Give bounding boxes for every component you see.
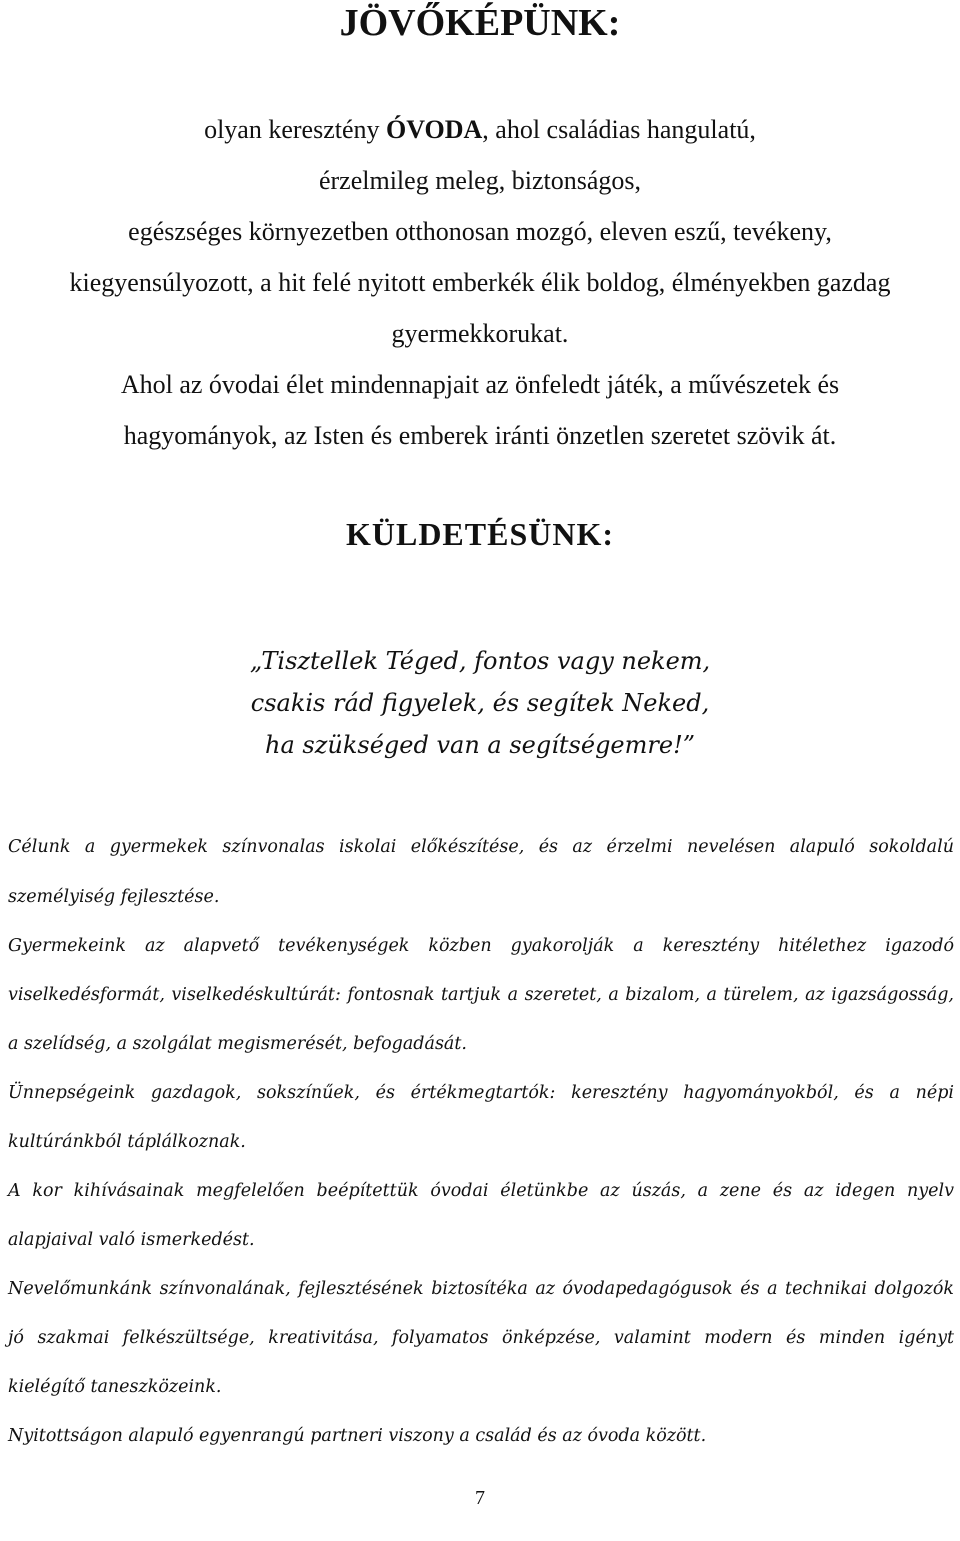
vision-line-6: Ahol az óvodai élet mindennapjait az önfeledt játék, a művészetek és xyxy=(120,370,840,399)
vision-line-3: egészséges környezetben otthonosan mozgó, eleven eszű, tevékeny, xyxy=(128,217,832,246)
vision-title: JÖVŐKÉPÜNK: xyxy=(339,2,621,44)
motto-line-2: csakis rád figyelek, és segítek Neked, xyxy=(250,689,710,717)
paragraph-partnership: Nyitottságon alapuló egyenrangú partneri viszony a család és az óvoda között. xyxy=(8,1426,707,1446)
paragraph-celebrations: Ünnepségeink gazdagok, sokszínűek, és értékmegtartók: keresztény hagyományokból, és a népi kultúránkból táplálkoznak. xyxy=(8,1083,954,1152)
motto-line-3: ha szükséged van a segítségemre!” xyxy=(265,731,695,759)
paragraph-staff: Nevelőmunkánk színvonalának, fejlesztésének biztosítéka az óvodapedagógusok és a technikai dolgozók jó szakmai felkészültsége, kreativitása, folyamatos önképzése, valamint modern és minden igényt kielégítő taneszközeink. xyxy=(8,1279,954,1397)
vision-line-5: gyermekkorukat. xyxy=(391,319,569,348)
paragraph-goals: Célunk a gyermekek színvonalas iskolai előkészítése, és az érzelmi nevelésen alapuló sokoldalú személyiség fejlesztése. xyxy=(8,837,954,907)
mission-title: KÜLDETÉSÜNK: xyxy=(345,516,615,552)
paragraph-behaviour: Gyermekeink az alapvető tevékenységek közben gyakorolják a keresztény hitélethez igazodó viselkedésformát, viselkedéskultúrát: fontosnak tartjuk a szeretet, a bizalom, a türelem, az igazságosság, a szelídség, a szolgálat megismerését, befogadását. xyxy=(8,936,954,1054)
vision-line-7: hagyományok, az Isten és emberek iránti önzetlen szeretet szövik át. xyxy=(123,421,837,450)
paragraph-challenges: A kor kihívásainak megfelelően beépítettük óvodai életünkbe az úszás, a zene és az idegen nyelv alapjaival való ismerkedést. xyxy=(8,1181,954,1250)
vision-line-1: olyan keresztény ÓVODA, ahol családias hangulatú, xyxy=(204,115,756,144)
mission-body xyxy=(8,822,954,1461)
vision-line-2: érzelmileg meleg, biztonságos, xyxy=(318,166,641,195)
mission-motto xyxy=(0,640,960,766)
motto-line-1: „Tisztellek Téged, fontos vagy nekem, xyxy=(249,647,711,675)
vision-statement xyxy=(0,104,960,461)
page-number: 7 xyxy=(475,1487,485,1509)
vision-line-4: kiegyensúlyozott, a hit felé nyitott emberkék élik boldog, élményekben gazdag xyxy=(69,268,891,297)
vision-keyword: ÓVODA xyxy=(386,115,483,144)
